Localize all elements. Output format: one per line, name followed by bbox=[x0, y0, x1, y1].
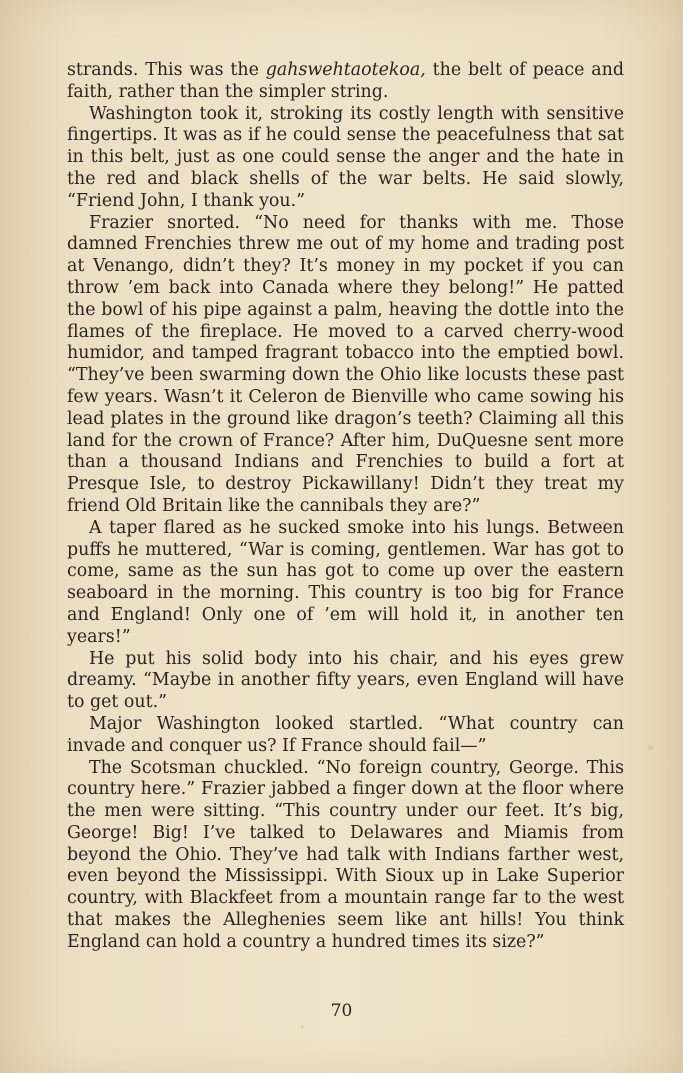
paragraph-text: the belt of peace and faith, rather than the simpler string. bbox=[67, 60, 624, 102]
italic-term: gahswehtaotekoa, bbox=[265, 60, 426, 80]
page-number: 70 bbox=[330, 1001, 353, 1021]
paragraph: He put his solid body into his chair, and his eyes grew dreamy. “Maybe in another fifty years, even England will have to get out.” bbox=[67, 648, 624, 713]
foxing-spot bbox=[648, 745, 653, 750]
paragraph bbox=[67, 60, 624, 104]
paragraph: Washington took it, stroking its costly length with sensitive fingertips. It was as if he could sense the peacefulness that sat in this belt, just as one could sense the anger and the hate in the red and black shells of the war belts. He said slowly, “Friend John, I thank you.” bbox=[67, 103, 624, 211]
paragraph-text: strands. This was the bbox=[67, 60, 266, 80]
body-text bbox=[67, 60, 624, 954]
paragraph: Major Washington looked startled. “What country can invade and conquer us? If France should fail—” bbox=[67, 713, 624, 756]
paragraph: Frazier snorted. “No need for thanks with me. Those damned Frenchies threw me out of my home and trading post at Venango, didn’t they? It’s money in my pocket if you can throw ’em back into Canada where they belong!” He patted the bowl of his pipe against a palm, heaving the dottle into the flames of the fireplace. He moved to a carved cherry-wood humidor, and tamped fragrant tobacco into the emptied bowl. “They’ve been swarming down the Ohio like locusts these past few years. Wasn’t it Celeron de Bienville who came sowing his lead plates in the ground like dragon’s teeth? Claiming all this land for the crown of France? After him, DuQuesne sent more than a thousand Indians and Frenchies to build a fort at Presque Isle, to destroy Pickawillany! Didn’t they treat my friend Old Britain like the cannibals they are?” bbox=[67, 212, 624, 516]
foxing-spot bbox=[300, 1025, 304, 1029]
paragraph: The Scotsman chuckled. “No foreign country, George. This country here.” Frazier jabbed a finger down at the floor where the men were sitting. “This country under our feet. It’s big, George! Big! I’ve talked to Delawares and Miamis from beyond the Ohio. They’ve had talk with Indians farther west, even beyond the Mississippi. With Sioux up in Lake Superior country, with Blackfeet from a mountain range far to the west that makes the Alleghenies seem like ant hills! You think England can hold a country a hundred times its size?” bbox=[67, 757, 624, 952]
paragraph: A taper flared as he sucked smoke into his lungs. Between puffs he muttered, “War is coming, gentlemen. War has got to come, same as the sun has got to come up over the eastern seaboard in the morning. This country is too big for France and England! Only one of ’em will hold it, in another ten years!” bbox=[67, 517, 624, 647]
